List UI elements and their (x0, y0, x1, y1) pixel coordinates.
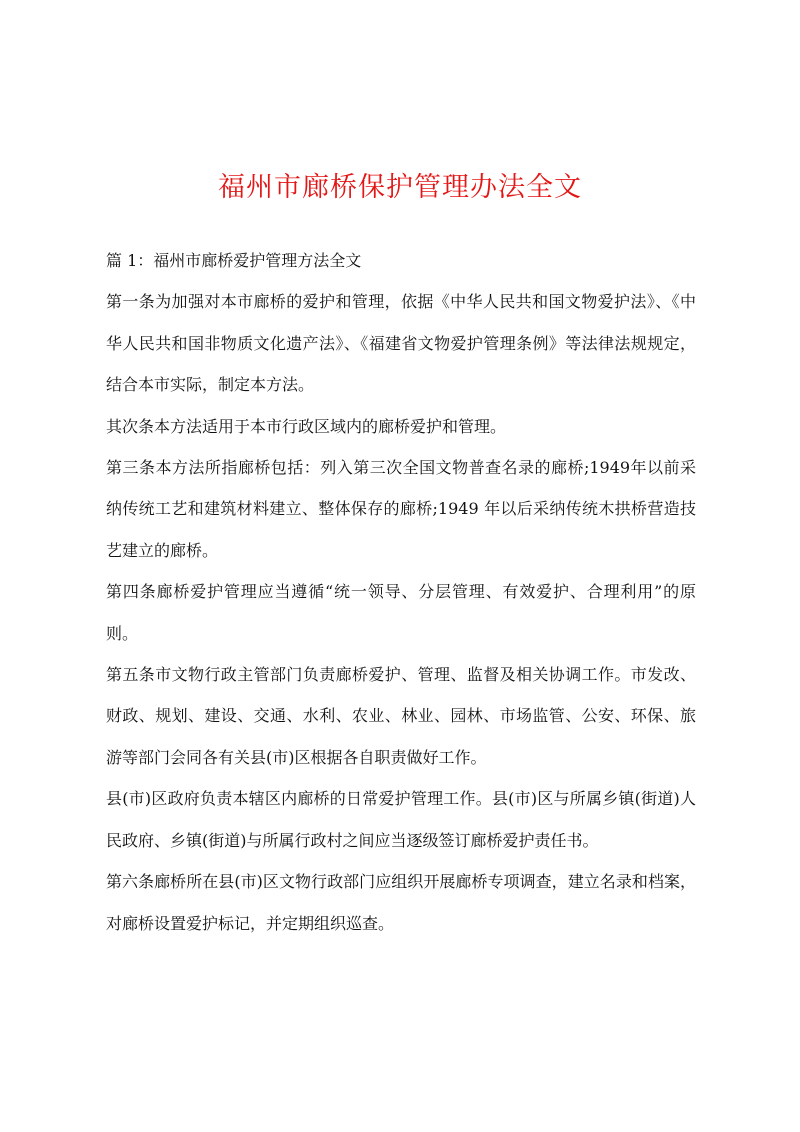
article-3-paragraph: 第三条本方法所指廊桥包括：列入第三次全国文物普查名录的廊桥;1949年以前采纳传统工艺和建筑材料建立、整体保存的廊桥;1949 年以后采纳传统木拱桥营造技艺建立的廊桥。 (106, 458, 696, 560)
document-body (106, 240, 696, 944)
article-2-paragraph: 其次条本方法适用于本市行政区域内的廊桥爱护和管理。 (106, 416, 507, 436)
article-6-paragraph: 第六条廊桥所在县(市)区文物行政部门应组织开展廊桥专项调查，建立名录和档案，对廊桥设置爱护标记，并定期组织巡查。 (106, 872, 696, 933)
article-5-paragraph: 第五条市文物行政主管部门负责廊桥爱护、管理、监督及相关协调工作。市发改、财政、规划、建设、交通、水利、农业、林业、园林、市场监管、公安、环保、旅游等部门会同各有关县(市)区根据各自职责做好工作。 (106, 665, 696, 767)
document-title: 福州市廊桥保护管理办法全文 (218, 172, 582, 203)
section-heading: 篇 1：福州市廊桥爱护管理方法全文 (106, 251, 362, 270)
article-5-county-paragraph: 县(市)区政府负责本辖区内廊桥的日常爱护管理工作。县(市)区与所属乡镇(街道)人民政府、乡镇(街道)与所属行政村之间应当逐级签订廊桥爱护责任书。 (106, 789, 696, 850)
article-4-paragraph: 第四条廊桥爱护管理应当遵循“统一领导、分层管理、有效爱护、合理利用”的原则。 (106, 582, 696, 643)
article-1-paragraph: 第一条为加强对本市廊桥的爱护和管理，依据《中华人民共和国文物爱护法》、《中华人民共和国非物质文化遗产法》、《福建省文物爱护管理条例》等法律法规规定，结合本市实际，制定本方法。 (106, 292, 696, 395)
